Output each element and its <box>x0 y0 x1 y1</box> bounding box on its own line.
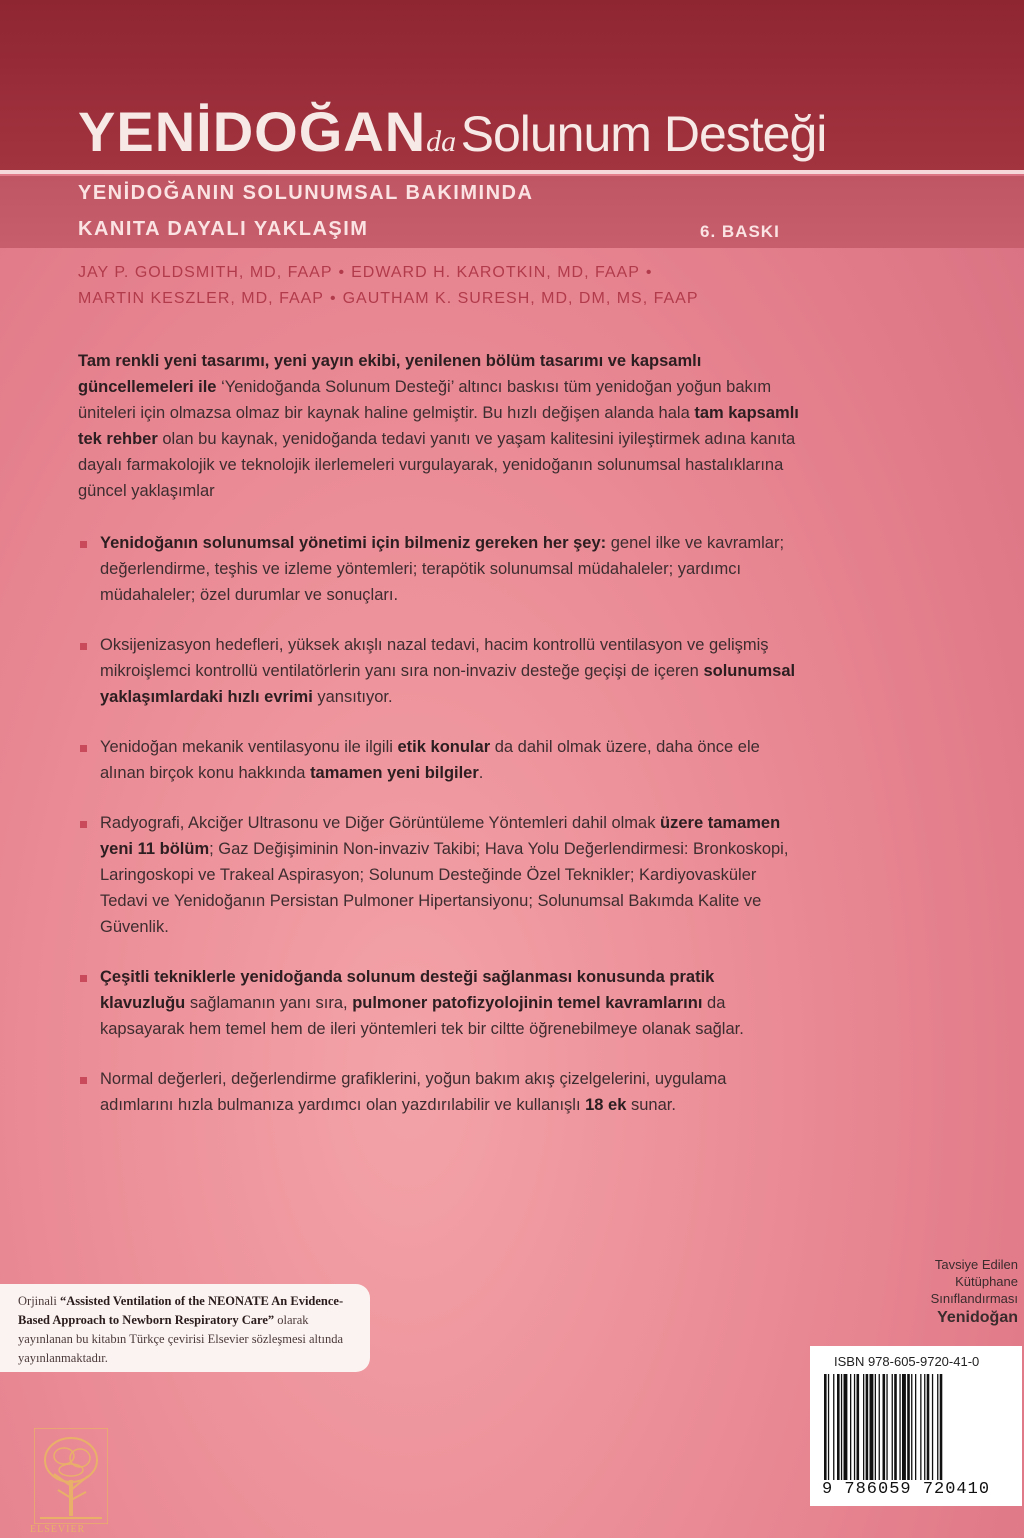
title-suffix-da: da <box>426 125 457 158</box>
feature-text: yansıtıyor. <box>312 688 393 706</box>
feature-list <box>78 530 800 1118</box>
author-separator: • <box>645 264 653 281</box>
feature-item <box>78 810 800 940</box>
original-title: “Assisted Ventilation of the NEONATE An Evidence-Based Approach to Newborn Respiratory Care” <box>18 1294 344 1327</box>
title-rest: Solunum Desteği <box>460 106 827 162</box>
note-text: Orjinali <box>18 1294 61 1308</box>
author-name: JAY P. GOLDSMITH, MD, FAAP <box>78 264 333 281</box>
library-category: Yenidoğan <box>937 1309 1018 1326</box>
feature-text: . <box>478 764 484 782</box>
feature-item <box>78 530 800 608</box>
feature-bold: pulmoner patofizyolojinin temel kavramlarını <box>352 994 703 1012</box>
feature-text: Yenidoğan mekanik ventilasyonu ile ilgili <box>100 738 398 756</box>
isbn-label: ISBN 978-605-9720-41-0 <box>834 1354 980 1369</box>
header-divider <box>0 170 1024 174</box>
authors-line-2 <box>78 290 699 308</box>
author-name: GAUTHAM K. SURESH, MD, DM, MS, FAAP <box>342 290 699 307</box>
feature-text: ; Gaz Değişiminin Non-invaziv Takibi; Hava Yolu Değerlendirmesi: Bronkoskopi, Laringoskopi ve Trakeal Aspirasyon; Solunum Desteğinde Özel Teknikler; Kardiyovasküler Tedavi ve Yenidoğanın Persistan Pulmoner Hipertansiyonu; Solunumsal Bakımda Kalite ve Güvenlik. <box>100 840 789 936</box>
feature-text: da dahil olmak üzere, daha önce ele alınan birçok konu hakkında <box>100 738 760 782</box>
feature-item <box>78 734 800 786</box>
feature-bold: Çeşitli tekniklerle yenidoğanda solunum desteği sağlanması konusunda pratik klavuzluğu <box>100 968 715 1012</box>
intro-paragraph <box>78 348 800 504</box>
library-label: Sınıflandırması <box>930 1291 1018 1306</box>
author-separator: • <box>338 264 346 281</box>
feature-text: Oksijenizasyon hedefleri, yüksek akışlı nazal tedavi, hacim kontrollü ventilasyon ve gelişmiş mikroişlemci kontrollü ventilatörlerin yanı sıra non-invaziv desteğe geçişi de içeren <box>100 636 769 680</box>
feature-bold: tamamen yeni bilgiler <box>310 764 479 782</box>
description-body <box>78 348 800 1142</box>
publisher-name: ELSEVIER <box>30 1524 86 1535</box>
feature-item <box>78 964 800 1042</box>
feature-bold: etik konular <box>397 738 491 756</box>
feature-bold: solunumsal yaklaşımlardaki hızlı evrimi <box>100 662 796 706</box>
intro-text: ‘Yenidoğanda Solunum Desteği’ altıncı baskısı tüm yenidoğan yoğun bakım üniteleri için olmazsa olmaz bir kaynak haline gelmiştir. Bu hızlı değişen alanda hala <box>78 378 772 422</box>
feature-text: Radyografi, Akciğer Ultrasonu ve Diğer Görüntüleme Yöntemleri dahil olmak <box>100 814 661 832</box>
isbn-barcode-box <box>810 1346 1022 1506</box>
intro-bold: tam kapsamlı tek rehber <box>78 404 799 448</box>
library-label: Tavsiye Edilen <box>934 1257 1018 1272</box>
library-classification <box>931 1256 1018 1329</box>
intro-bold: Tam renkli yeni tasarımı, yeni yayın ekibi, yenilenen bölüm tasarımı ve kapsamlı güncellemeleri ile <box>78 352 702 396</box>
feature-text: Normal değerleri, değerlendirme grafiklerini, yoğun bakım akış çizelgelerini, uygulama adımlarını hızla bulmanıza yardımcı olan yazdırılabilir ve kullanışlı <box>100 1070 727 1114</box>
barcode-number: 9 786059 720410 <box>822 1480 991 1499</box>
feature-text: genel ilke ve kavramlar; değerlendirme, teşhis ve izleme yöntemleri; terapötik solunumsal müdahaleler; yardımcı müdahaleler; özel durumlar ve sonuçları. <box>100 534 785 604</box>
feature-text: da kapsayarak hem temel hem de ileri yöntemleri tek bir ciltte öğrenebilmeye olanak sağlar. <box>100 994 744 1038</box>
barcode-icon <box>824 1374 1010 1480</box>
feature-bold: Yenidoğanın solunumsal yönetimi için bilmeniz gereken her şey: <box>100 534 607 552</box>
feature-bold: üzere tamamen yeni 11 bölüm <box>100 814 781 858</box>
elsevier-tree-logo-icon <box>34 1428 108 1524</box>
note-text: olarak yayınlanan bu kitabın Türkçe çevirisi Elsevier sözleşmesi altında yayınlanmaktadır. <box>18 1313 344 1365</box>
book-title <box>78 100 827 163</box>
feature-text: sunar. <box>626 1096 676 1114</box>
subtitle-line-2: KANITA DAYALI YAKLAŞIM <box>78 218 369 240</box>
original-edition-note <box>0 1284 370 1372</box>
edition-label: 6. BASKI <box>700 222 780 241</box>
author-name: EDWARD H. KAROTKIN, MD, FAAP <box>351 264 640 281</box>
subtitle-line-1: YENİDOĞANIN SOLUNUMSAL BAKIMINDA <box>78 182 534 204</box>
feature-item <box>78 1066 800 1118</box>
feature-item <box>78 632 800 710</box>
title-main: YENİDOĞAN <box>78 100 427 163</box>
feature-bold: 18 ek <box>585 1096 627 1114</box>
feature-text: sağlamanın yanı sıra, <box>185 994 353 1012</box>
library-label: Kütüphane <box>955 1274 1018 1289</box>
author-separator: • <box>329 290 337 307</box>
author-name: MARTIN KESZLER, MD, FAAP <box>78 290 324 307</box>
authors-line-1 <box>78 264 658 282</box>
intro-text: olan bu kaynak, yenidoğanda tedavi yanıtı ve yaşam kalitesini iyileştirmek adına kanıta dayalı farmakolojik ve teknolojik ilerlemeleri vurgulayarak, yenidoğanın solunumsal hastalıklarına güncel yaklaşımlar <box>78 430 796 500</box>
